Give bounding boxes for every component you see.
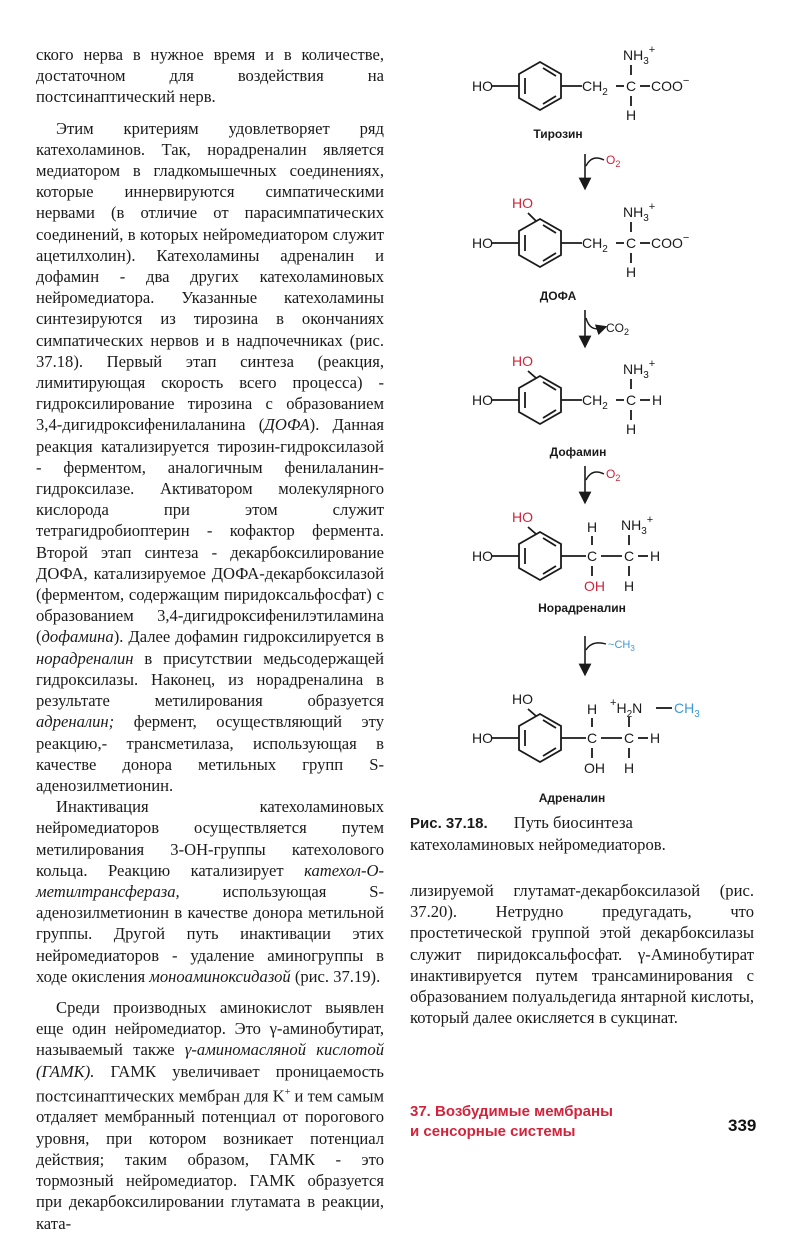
svg-text:HO: HO	[472, 548, 493, 564]
svg-text:CH2: $CH_2$	[582, 235, 608, 255]
dopamine-structure	[472, 353, 662, 459]
svg-text:O2: $O_2$	[606, 153, 621, 169]
svg-text:NH3+: $NH_3^+$	[621, 514, 654, 537]
page-number: 339	[728, 1116, 757, 1135]
svg-text:H: H	[626, 421, 637, 437]
left-column	[36, 44, 384, 1234]
svg-text:COO−: COO−	[651, 232, 690, 251]
svg-text:H: H	[650, 548, 661, 564]
svg-text:CH3: $CH_3$	[674, 700, 700, 720]
svg-text:HO: HO	[512, 509, 533, 525]
paragraph: ского нерва в нужное время и в количестве, достаточном для воздействия на постсинаптический нерв.	[36, 45, 384, 107]
svg-text:HO: HO	[472, 235, 493, 251]
chapter-title: 37. Возбудимые мембраны	[410, 1103, 613, 1120]
svg-text:H: H	[587, 701, 598, 717]
svg-text:OH: OH	[584, 578, 605, 594]
svg-text:CO2: $CO_2$	[606, 321, 630, 337]
compound-name: ДОФА	[539, 289, 577, 303]
compound-name: Адреналин	[538, 791, 606, 805]
svg-text:C: C	[624, 730, 635, 746]
ho-group: HO	[472, 78, 493, 94]
svg-text:C: C	[626, 78, 637, 94]
svg-text:H: H	[624, 578, 635, 594]
svg-text:CH2: $CH_2$	[582, 392, 608, 412]
svg-text:NH3+: $NH_3^+$	[623, 44, 656, 67]
adrenaline-structure	[472, 691, 700, 805]
running-footer	[410, 1102, 760, 1142]
svg-text:HO: HO	[472, 730, 493, 746]
svg-text:O2: $O_2$	[606, 467, 621, 483]
svg-text:C: C	[624, 548, 635, 564]
pathway-diagram	[410, 38, 770, 818]
tyrosine-structure	[472, 44, 689, 141]
chapter-title: и сенсорные системы	[410, 1123, 576, 1140]
noradrenaline-structure	[472, 509, 660, 615]
paragraph: лизируемой глутамат-декарбоксилазой (рис. 37.20). Нетрудно предугадать, что простетической группой этой декарбоксилазы служит пиридоксальфосфат. γ-Аминобутират инактивируется путем трансаминирования с образованием полуальдегида янтарной кислоты, который далее окисляется в сукцинат.	[410, 881, 754, 1028]
svg-text:CH2: $CH_2$	[582, 78, 608, 98]
paragraph: Этим критериям удовлетворяет ряд катехоламинов. Так, норадреналин является медиатором в гладкомышечных соединениях, которые иннервируются симпатическими нервами (в отличие от парасимпатических соединений, в которых нейромедиатором служит ацетилхолин). Катехоламины адреналин и дофамин - два других катехоламиновых нейромедиатора. Указанные катехоламины синтезируются из тирозина в окончаниях симпатических нервов и в надпочечниках (рис. 37.18). Первый этап синтеза (реакция, лимитирующая скорость всего процесса) - гидроксилирование тирозина с образованием 3,4-дигидроксифенилаланина (ДОФА). Данная реакция катализируется тирозин-гидроксилазой - ферментом, аналогичным фенилаланин-гидроксилазе. Активатором молекулярного кислорода при этом служит тетрагидробиоптерин - кофактор фермента. Второй этап синтеза - декарбоксилирование ДОФА, катализируемое ДОФА-декарбоксилазой (ферментом, содержащим пиридоксальфосфат) с образованием 3,4-дигидроксифенилэтиламина (дофамина). Далее дофамин гидроксилируется в норадреналин в присутствии медьсодержащей гидроксилазы. Наконец, из норадреналина в результате метилирования образуется адреналин; фермент, осуществляющий эту реакцию,- трансметилаза, использующая в качестве донора метильных групп S-аденозилметионин.	[36, 118, 384, 795]
svg-text:H: H	[652, 392, 663, 408]
svg-text:C: C	[587, 548, 598, 564]
caption-label: Рис. 37.18.	[410, 815, 488, 832]
svg-text:HO: HO	[472, 392, 493, 408]
svg-text:H: H	[650, 730, 661, 746]
dopa-structure	[472, 195, 689, 303]
svg-text:HO: HO	[512, 691, 533, 707]
svg-text:COO−: COO−	[651, 75, 690, 94]
svg-text:C: C	[626, 235, 637, 251]
figure-caption	[410, 812, 760, 855]
reaction-arrow	[585, 153, 620, 184]
svg-text:OH: OH	[584, 760, 605, 776]
svg-text:H: H	[587, 519, 598, 535]
svg-text:HO: HO	[512, 353, 533, 369]
paragraph: Инактивация катехоламиновых нейромедиаторов осуществляется путем метилирования 3-ОН-группы катехолового кольца. Реакцию катализирует катехол-О-метилтрансфераза, использующая S-аденозилметионин в качестве донора метильной группы. Другой путь инактивации этих нейромедиаторов - удаление аминогруппы в ходе окисления моноаминоксидазой (рис. 37.19).	[36, 797, 384, 986]
svg-text:HO: HO	[512, 195, 533, 211]
svg-text:NH3+: $NH_3^+$	[623, 201, 656, 224]
svg-text:~CH3: $\sim CH_3$	[608, 639, 635, 653]
svg-text:C: C	[587, 730, 598, 746]
right-column	[410, 880, 754, 1028]
compound-name: Норадреналин	[538, 601, 626, 615]
biosynthesis-figure	[410, 38, 770, 838]
svg-text:C: C	[626, 392, 637, 408]
compound-name: Дофамин	[549, 445, 607, 459]
reaction-arrow	[585, 466, 620, 498]
caption-text: Путь биосинтеза катехоламиновых нейромедиаторов.	[410, 813, 666, 854]
svg-text:H: H	[626, 107, 637, 123]
svg-text:H: H	[626, 264, 637, 280]
svg-text:+H2N: $^+H_2N$	[610, 697, 643, 720]
svg-text:NH3+: $NH_3^+$	[623, 358, 656, 381]
compound-name: Тирозин	[533, 127, 583, 141]
svg-text:H: H	[624, 760, 635, 776]
reaction-arrow	[585, 636, 635, 670]
paragraph: Среди производных аминокислот выявлен еще один нейромедиатор. Это γ-аминобутират, называемый также γ-аминомасляной кислотой (ГАМК). ГАМК увеличивает проницаемость постсинаптических мембран для K+ и тем самым отдаляет мембранный потенциал от порогового уровня, при котором возникает потенциал действия; таким образом, ГАМК - это тормозный нейромедиатор. ГАМК образуется при декарбоксилировании глутамата в реакции, ката-	[36, 997, 385, 1233]
reaction-arrow	[585, 310, 629, 342]
